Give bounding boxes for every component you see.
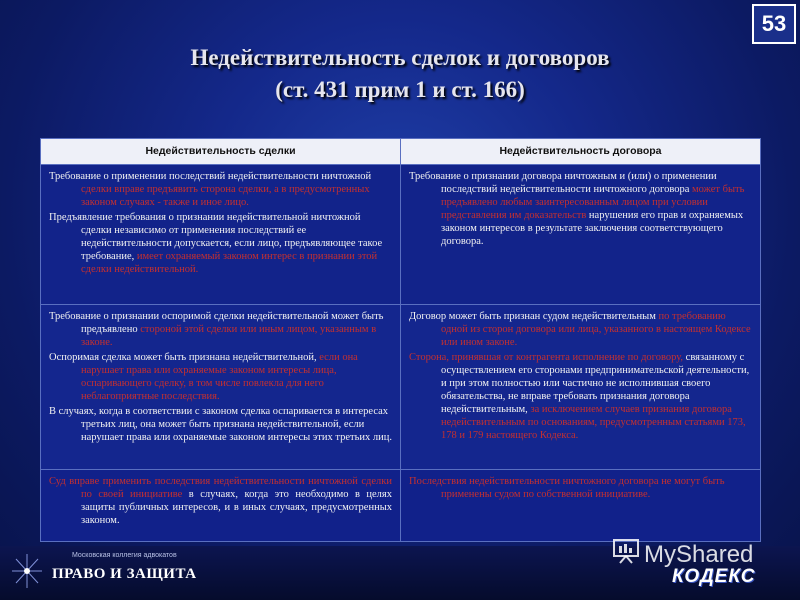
text-highlight: сделки вправе предъявить сторона сделки, а в предусмотренных законом случаях - также и иное лицо. [81, 184, 370, 208]
text-highlight: за исключением случаев признания договора недействительным по основаниям, предусмотренным статьями 173, 178 и 179 настоящего Кодекса. [441, 404, 746, 441]
comparison-table [40, 138, 761, 542]
text: Требование о применении последствий недействительности ничтожной [49, 171, 372, 182]
cell-voidable-deal [41, 305, 401, 469]
header-sdelka: Недействительность сделки [41, 139, 401, 164]
slide-number: 53 [752, 4, 796, 44]
table-row [41, 305, 760, 470]
title-line-2: (ст. 431 прим 1 и ст. 166) [275, 77, 525, 102]
text: Договор может быть признан судом недействительным [409, 311, 659, 322]
paragraph [409, 475, 752, 501]
footer-org: Московская коллегия адвокатов [72, 552, 177, 559]
cell-voidable-contract [401, 305, 760, 469]
paragraph [49, 351, 392, 403]
cell-null-deal-claims [41, 165, 401, 304]
paragraph [49, 170, 392, 209]
paragraph [49, 211, 392, 276]
paragraph [49, 310, 392, 349]
text-highlight: если она нарушает права или охраняемые законом интересы лица, оспаривающего сделку, в том числе повлекла для него неблагоприятные последствия. [81, 352, 358, 402]
watermark-text: MyShared [644, 540, 754, 568]
text: нарушения его прав и охраняемых законом интересов в результате заключения соответствующего договора. [441, 210, 744, 247]
text-highlight: Сторона, принявшая от контрагента исполнение по договору, [409, 352, 686, 363]
kodeks-logo: КОДЕКС [672, 566, 756, 587]
text: Оспоримая сделка может быть признана недействительной, [49, 352, 320, 363]
text: в случаях, когда это необходимо в целях защиты публичных интересов, и в иных случаях, предусмотренных законом. [81, 489, 392, 526]
footer-brand: ПРАВО И ЗАЩИТА [52, 566, 197, 582]
text-highlight: может быть предъявлено любым заинтересованным лицом при условии представления им доказательств [441, 184, 745, 221]
cell-court-initiative-contract [401, 470, 760, 541]
table-row [41, 165, 760, 305]
text: связанному с осуществлением его сторонами предпринимательской деятельности, и при этом полностью или частично не исполнившая своего обязательства, не вправе требовать признания договора недействительным, [441, 352, 750, 415]
text-highlight: Суд вправе применить последствия недействительности ничтожной сделки по своей инициативе [49, 476, 392, 500]
text: Требование о признании оспоримой сделки недействительной может быть предъявлено [49, 311, 384, 335]
table-header-row [41, 139, 760, 165]
paragraph [409, 351, 752, 442]
text: Требование о признании договора ничтожным и (или) о применении последствий недействительности ничтожного договора [409, 171, 717, 195]
title-line-1: Недействительность сделок и договоров [190, 45, 610, 70]
text-highlight: стороной этой сделки или иным лицом, указанным в законе. [81, 324, 377, 348]
text-highlight: имеет охраняемый законом интерес в признании этой сделки недействительной. [81, 251, 378, 275]
text-highlight: по требованию одной из сторон договора или лица, указанного в настоящем Кодексе или ином законе. [441, 311, 751, 348]
cell-null-contract-claims [401, 165, 760, 304]
text: Предъявление требования о признании недействительной ничтожной сделки независимо от применения последствий ее недействительности допускается, если лицо, предъявляющее такое требование, [49, 212, 383, 262]
text: В случаях, когда в соответствии с законом сделка оспаривается в интересах третьих лиц, она может быть признана недействительной, если нарушает права или охраняемые законом интересы этих третьих лиц. [49, 406, 392, 443]
header-dogovor: Недействительность договора [499, 145, 662, 157]
starburst-logo-icon [10, 552, 44, 590]
table-row [41, 470, 760, 541]
presentation-icon [612, 538, 640, 571]
paragraph [409, 170, 752, 248]
paragraph [49, 405, 392, 444]
paragraph [409, 310, 752, 349]
slide-title [0, 42, 800, 106]
text-highlight: Последствия недействительности ничтожного договора не могут быть применены судом по собственной инициативе. [409, 476, 725, 500]
paragraph [49, 475, 392, 527]
cell-court-initiative-deal [41, 470, 401, 541]
